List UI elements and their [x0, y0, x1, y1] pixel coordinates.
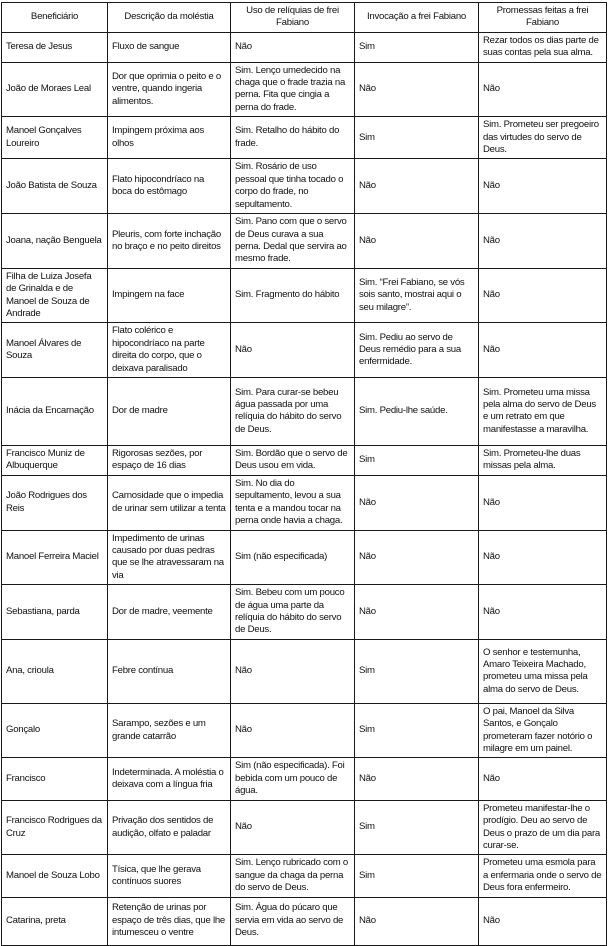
cell-illness: Impingem próxima aos olhos [108, 117, 231, 159]
cell-illness: Indeterminada. A moléstia o deixava com a língua fria [108, 758, 231, 800]
cell-promises: Não [479, 62, 607, 117]
header-illness-description: Descrição da moléstia [108, 3, 231, 33]
cell-promises: Sim. Prometeu uma missa pela alma do servo de Deus e um retrato em que manifestasse a maravilha. [479, 377, 607, 445]
cell-beneficiary: Filha de Luiza Josefa de Grinalda e de Manoel de Souza de Andrade [2, 268, 108, 323]
table-row [2, 855, 607, 897]
cell-beneficiary: Catarina, preta [2, 897, 108, 945]
table-row [2, 117, 607, 159]
cell-beneficiary: João Batista de Souza [2, 159, 108, 214]
header-relics-use: Uso de relíquias de frei Fabiano [231, 3, 355, 33]
cell-promises: Não [479, 214, 607, 269]
cell-illness: Pleuris, com forte inchação no braço e no peito direitos [108, 214, 231, 269]
table-row [2, 758, 607, 800]
cell-beneficiary: Sebastiana, parda [2, 585, 108, 640]
cell-promises: O pai, Manoel da Silva Santos, e Gonçalo prometeram fazer notório o milagre em um painel. [479, 703, 607, 758]
cell-promises: Não [479, 530, 607, 585]
cell-illness: Dor de madre [108, 377, 231, 445]
cell-illness: Sarampo, sezões e um grande catarrão [108, 703, 231, 758]
header-beneficiary: Beneficiário [2, 3, 108, 33]
cell-invocation: Não [355, 530, 479, 585]
cell-invocation: Não [355, 758, 479, 800]
cell-relics: Não [231, 323, 355, 378]
cell-illness: Febre contínua [108, 639, 231, 703]
cell-beneficiary: Francisco [2, 758, 108, 800]
cell-illness: Impedimento de urinas causado por duas pedras que se lhe atravessaram na via [108, 530, 231, 585]
cell-promises: Não [479, 897, 607, 945]
cell-invocation: Sim. Pediu ao servo de Deus remédio para a sua enfermidade. [355, 323, 479, 378]
cell-invocation: Não [355, 214, 479, 269]
cell-invocation: Sim [355, 800, 479, 855]
cell-invocation: Sim [355, 32, 479, 62]
cell-promises: Não [479, 585, 607, 640]
cell-promises: Prometeu manifestar-lhe o prodígio. Deu ao servo de Deus o prazo de um dia para curar-se. [479, 800, 607, 855]
cell-illness: Fluxo de sangue [108, 32, 231, 62]
table-row [2, 62, 607, 117]
cell-beneficiary: Joana, nação Benguela [2, 214, 108, 269]
cell-relics: Sim (não especificada). Foi bebida com um pouco de água. [231, 758, 355, 800]
table-row [2, 214, 607, 269]
cell-beneficiary: Teresa de Jesus [2, 32, 108, 62]
cell-invocation: Sim [355, 117, 479, 159]
cell-invocation: Sim. “Frei Fabiano, se vós sois santo, mostrai aqui o seu milagre”. [355, 268, 479, 323]
header-row [2, 3, 607, 33]
cell-illness: Tísica, que lhe gerava contínuos suores [108, 855, 231, 897]
cell-beneficiary: Francisco Muniz de Albuquerque [2, 445, 108, 475]
cell-relics: Sim. Lenço rubricado com o sangue da chaga da perna do servo de Deus. [231, 855, 355, 897]
cell-beneficiary: João Rodrigues dos Reis [2, 475, 108, 530]
cell-promises: Não [479, 159, 607, 214]
cell-relics: Sim. No dia do sepultamento, levou a sua tenta e a mandou tocar na perna onde havia a chaga. [231, 475, 355, 530]
cell-beneficiary: Manoel Gonçalves Loureiro [2, 117, 108, 159]
cell-relics: Sim. Bebeu com um pouco de água uma parte da relíquia do hábito do servo de Deus. [231, 585, 355, 640]
header-invocation: Invocação a frei Fabiano [355, 3, 479, 33]
cell-relics: Sim. Retalho do hábito do frade. [231, 117, 355, 159]
cell-promises: Não [479, 268, 607, 323]
table-row [2, 445, 607, 475]
cell-illness: Flato colérico e hipocondríaco na parte direita do corpo, que o deixava paralisado [108, 323, 231, 378]
table-row [2, 377, 607, 445]
cell-promises: Não [479, 475, 607, 530]
table-row [2, 268, 607, 323]
cell-promises: Rezar todos os dias parte de suas contas pela sua alma. [479, 32, 607, 62]
table-row [2, 897, 607, 945]
cell-illness: Retenção de urinas por espaço de três dias, que lhe intumesceu o ventre [108, 897, 231, 945]
cell-illness: Dor que oprimia o peito e o ventre, quando ingeria alimentos. [108, 62, 231, 117]
cell-relics: Sim. Pano com que o servo de Deus curava a sua perna. Dedal que servira ao mesmo frade. [231, 214, 355, 269]
cell-promises: O senhor e testemunha, Amaro Teixeira Machado, prometeu uma missa pela alma do servo de Deus. [479, 639, 607, 703]
cell-relics: Sim. Bordão que o servo de Deus usou em vida. [231, 445, 355, 475]
cell-promises: Não [479, 323, 607, 378]
cell-invocation: Não [355, 475, 479, 530]
cell-illness: Privação dos sentidos de audição, olfato e paladar [108, 800, 231, 855]
table-row [2, 703, 607, 758]
cell-illness: Flato hipocondríaco na boca do estômago [108, 159, 231, 214]
cell-promises: Sim. Prometeu ser pregoeiro das virtudes do servo de Deus. [479, 117, 607, 159]
cell-invocation: Sim [355, 703, 479, 758]
cell-relics: Sim. Rosário de uso pessoal que tinha tocado o corpo do frade, no sepultamento. [231, 159, 355, 214]
table-body [2, 32, 607, 945]
cell-beneficiary: Francisco Rodrigues da Cruz [2, 800, 108, 855]
header-promises: Promessas feitas a frei Fabiano [479, 3, 607, 33]
table-row [2, 800, 607, 855]
table-row [2, 323, 607, 378]
miracles-table [1, 2, 607, 946]
cell-beneficiary: Manoel de Souza Lobo [2, 855, 108, 897]
cell-invocation: Não [355, 159, 479, 214]
cell-relics: Sim. Fragmento do hábito [231, 268, 355, 323]
table-row [2, 159, 607, 214]
table-row [2, 585, 607, 640]
cell-invocation: Sim. Pediu-lhe saúde. [355, 377, 479, 445]
cell-relics: Sim. Lenço umedecido na chaga que o frade trazia na perna. Fita que cingia a perna do frade. [231, 62, 355, 117]
cell-invocation: Não [355, 897, 479, 945]
cell-beneficiary: Manoel Ferreira Maciel [2, 530, 108, 585]
cell-beneficiary: João de Moraes Leal [2, 62, 108, 117]
cell-beneficiary: Gonçalo [2, 703, 108, 758]
cell-illness: Dor de madre, veemente [108, 585, 231, 640]
cell-promises: Prometeu uma esmola para a enfermaria onde o servo de Deus fora enfermeiro. [479, 855, 607, 897]
cell-invocation: Não [355, 62, 479, 117]
cell-promises: Não [479, 758, 607, 800]
cell-relics: Não [231, 639, 355, 703]
cell-promises: Sim. Prometeu-lhe duas missas pela alma. [479, 445, 607, 475]
cell-relics: Sim. Água do púcaro que servia em vida ao servo de Deus. [231, 897, 355, 945]
cell-relics: Não [231, 703, 355, 758]
cell-relics: Sim (não especificada) [231, 530, 355, 585]
cell-illness: Impingem na face [108, 268, 231, 323]
cell-invocation: Sim [355, 445, 479, 475]
cell-illness: Carnosidade que o impedia de urinar sem utilizar a tenta [108, 475, 231, 530]
cell-invocation: Não [355, 585, 479, 640]
cell-relics: Não [231, 32, 355, 62]
table-row [2, 639, 607, 703]
table-row [2, 530, 607, 585]
cell-beneficiary: Manoel Álvares de Souza [2, 323, 108, 378]
cell-invocation: Sim [355, 639, 479, 703]
cell-invocation: Sim [355, 855, 479, 897]
cell-relics: Não [231, 800, 355, 855]
table-row [2, 475, 607, 530]
table-container [1, 2, 606, 946]
cell-relics: Sim. Para curar-se bebeu água passada por uma relíquia do hábito do servo de Deus. [231, 377, 355, 445]
cell-beneficiary: Ana, crioula [2, 639, 108, 703]
cell-beneficiary: Inácia da Encarnação [2, 377, 108, 445]
cell-illness: Rigorosas sezões, por espaço de 16 dias [108, 445, 231, 475]
table-row [2, 32, 607, 62]
